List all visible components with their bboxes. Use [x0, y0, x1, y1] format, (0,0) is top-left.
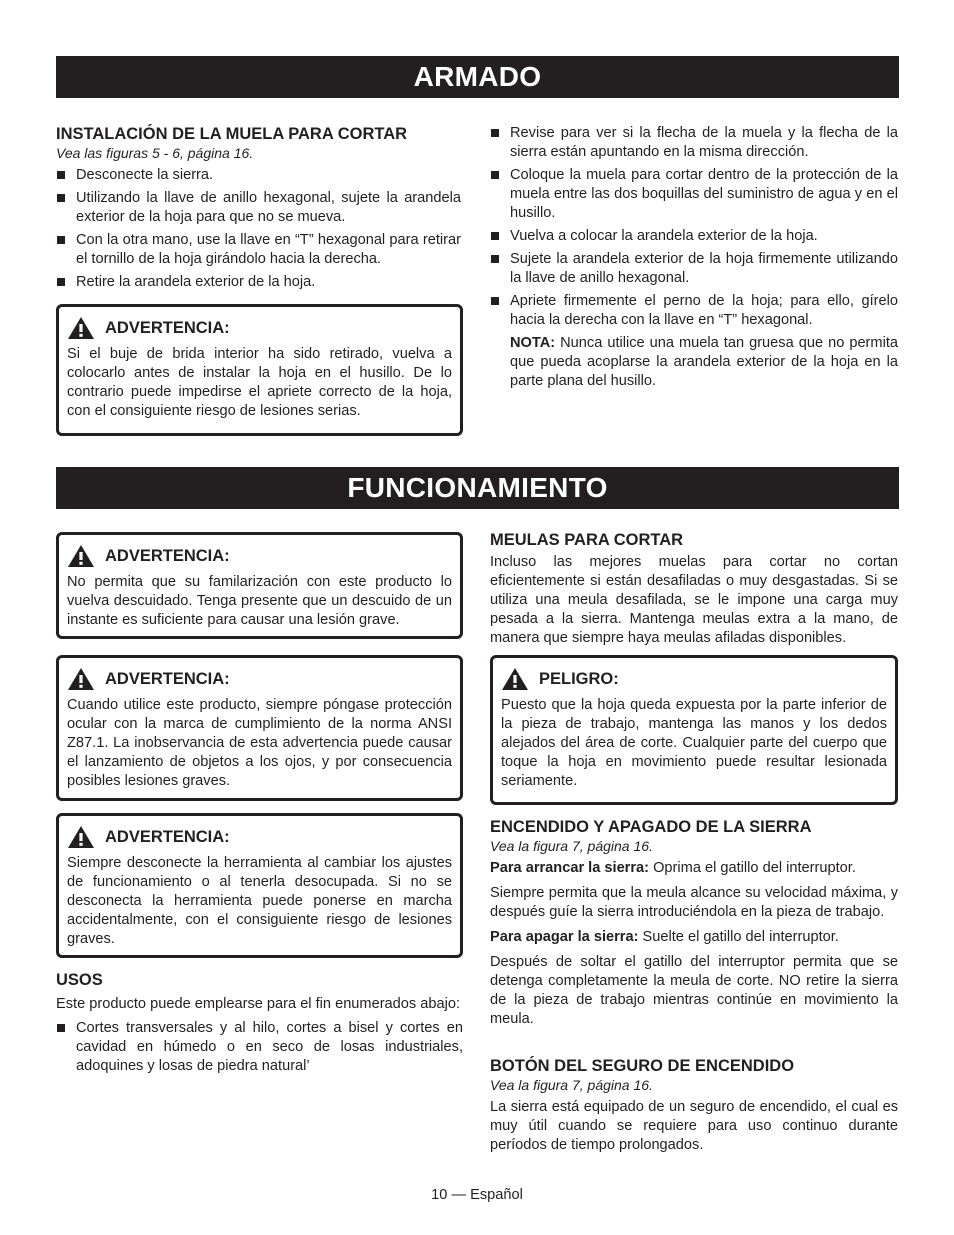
warning-box-2	[56, 655, 463, 801]
list-item: Vuelva a colocar la arandela exterior de la hoja.	[490, 227, 898, 246]
start-label: Para arrancar la sierra:	[490, 860, 650, 876]
usos-heading: USOS	[56, 971, 103, 989]
warning-label: ADVERTENCIA:	[105, 827, 230, 846]
meulas-text: Incluso las mejores muelas para cortar no cortan eficientemente si están desafiladas o muy desgastadas. Si se utiliza una meula desafilada, se le impone una carga muy pesada a la sierra. Mantenga meulas extra a la mano, de manera que siempre haya meulas afiladas disponibles.	[490, 554, 898, 646]
usos-bullets	[56, 1019, 463, 1076]
boton-section	[490, 1056, 898, 1161]
warning-header	[67, 668, 452, 690]
encendido-ref: Vea la figura 7, página 16.	[490, 838, 653, 854]
install-right-column	[490, 124, 898, 397]
meulas-heading: MEULAS PARA CORTAR	[490, 531, 684, 549]
warning-triangle-icon	[501, 667, 529, 691]
list-item: Apriete firmemente el perno de la hoja; para ello, gírelo hacia la derecha con la llave en “T” hexagonal.	[490, 292, 898, 330]
danger-label: PELIGRO:	[539, 669, 619, 688]
list-item: Revise para ver si la flecha de la muela y la flecha de la sierra están apuntando en la misma dirección.	[490, 124, 898, 162]
encendido-paragraph-2: Siempre permita que la meula alcance su velocidad máxima, y después guíe la sierra introduciéndola en la pieza de trabajo.	[490, 885, 898, 920]
warning-label: ADVERTENCIA:	[105, 318, 230, 337]
warning-triangle-icon	[67, 825, 95, 849]
list-item: Utilizando la llave de anillo hexagonal, sujete la arandela exterior de la hoja para que no se mueva.	[56, 189, 461, 227]
funcionamiento-title: FUNCIONAMIENTO	[56, 467, 899, 509]
warning-box-3	[56, 813, 463, 958]
warning-text: No permita que su familarización con este producto lo vuelva descuidado. Tenga presente que un descuido de un instante es suficiente para causar una lesión grave.	[67, 574, 452, 628]
warning-label: ADVERTENCIA:	[105, 546, 230, 565]
install-ref: Vea las figuras 5 - 6, página 16.	[56, 145, 254, 161]
start-paragraph	[490, 859, 898, 878]
danger-header	[501, 668, 887, 690]
warning-text: Si el buje de brida interior ha sido retirado, vuelva a colocarlo antes de instalar la hoja en el husillo. De lo contrario puede impedirse el apriete correcto de la hoja, con el consiguiente riesgo de lesiones serias.	[67, 346, 452, 419]
list-item: Sujete la arandela exterior de la hoja firmemente utilizando la llave de anillo hexagonal.	[490, 250, 898, 288]
install-bullets-right	[490, 124, 898, 330]
danger-box	[490, 655, 898, 805]
warning-triangle-icon	[67, 316, 95, 340]
warning-text: Cuando utilice este producto, siempre póngase protección ocular con la marca de cumplimiento de la norma ANSI Z87.1. La inobservancia de esta advertencia puede causar el lanzamiento de objetos a los ojos, y por consecuencia posibles lesiones graves.	[67, 697, 452, 789]
warning-header	[67, 317, 452, 339]
encendido-heading: ENCENDIDO Y APAGADO DE LA SIERRA	[490, 818, 812, 836]
install-heading: INSTALACIÓN DE LA MUELA PARA CORTAR	[56, 125, 408, 143]
start-text: Oprima el gatillo del interruptor.	[649, 860, 856, 876]
warning-triangle-icon	[67, 544, 95, 568]
meulas-section	[490, 530, 898, 654]
list-item: Desconecte la sierra.	[56, 166, 461, 185]
boton-ref: Vea la figura 7, página 16.	[490, 1077, 653, 1093]
note-label: NOTA:	[510, 335, 556, 351]
list-item: Coloque la muela para cortar dentro de la protección de la muela entre las dos boquillas del suministro de agua y en el husillo.	[490, 166, 898, 223]
encendido-section	[490, 817, 898, 1035]
armado-warning-box	[56, 304, 463, 436]
usos-intro: Este producto puede emplearse para el fin enumerados abajo:	[56, 996, 461, 1012]
usos-section	[56, 970, 463, 1080]
boton-heading: BOTÓN DEL SEGURO DE ENCENDIDO	[490, 1057, 795, 1075]
install-bullets-left	[56, 166, 461, 292]
warning-triangle-icon	[67, 667, 95, 691]
list-item: Cortes transversales y al hilo, cortes a bisel y cortes en cavidad en húmedo o en seco de losas industriales, adoquines y losas de piedra natural’	[56, 1019, 463, 1076]
list-item: Retire la arandela exterior de la hoja.	[56, 273, 461, 292]
warning-box-1	[56, 532, 463, 639]
warning-text: Siempre desconecte la herramienta al cambiar los ajustes de funcionamiento o al tenerla desocupada. Si no se desconecta la herramienta puede ponerse en marcha accidentalmente, con el consiguiente riesgo de lesiones graves.	[67, 855, 452, 947]
danger-text: Puesto que la hoja queda expuesta por la parte inferior de la pieza de trabajo, mantenga las manos y los dedos alejados del área de corte. Cualquier parte del cuerpo que toque la hoja en movimiento puede resultar lesionada seriamente.	[501, 697, 887, 789]
list-item: Con la otra mano, use la llave en “T” hexagonal para retirar el tornillo de la hoja girándolo hacia la derecha.	[56, 231, 461, 269]
note-text: Nunca utilice una muela tan gruesa que no permita que pueda acoplarse la arandela exterior de la hoja en la parte plana del husillo.	[510, 335, 898, 389]
stop-paragraph	[490, 928, 898, 947]
warning-header	[67, 826, 452, 848]
note-paragraph	[510, 334, 898, 391]
page-footer: 10 — Español	[431, 1187, 523, 1203]
warning-label: ADVERTENCIA:	[105, 669, 230, 688]
stop-text: Suelte el gatillo del interruptor.	[638, 929, 839, 945]
stop-label: Para apagar la sierra:	[490, 929, 639, 945]
boton-text: La sierra está equipado de un seguro de encendido, el cual es muy útil cuando se requiere para uso continuo durante períodos de tiempo prolongados.	[490, 1099, 898, 1153]
install-left-column	[56, 124, 461, 296]
encendido-paragraph-4: Después de soltar el gatillo del interruptor permita que se detenga completamente la meula de corte. NO retire la sierra de la pieza de trabajo mientras continúe en movimiento la meula.	[490, 954, 898, 1027]
armado-title: ARMADO	[56, 56, 899, 98]
warning-header	[67, 545, 452, 567]
